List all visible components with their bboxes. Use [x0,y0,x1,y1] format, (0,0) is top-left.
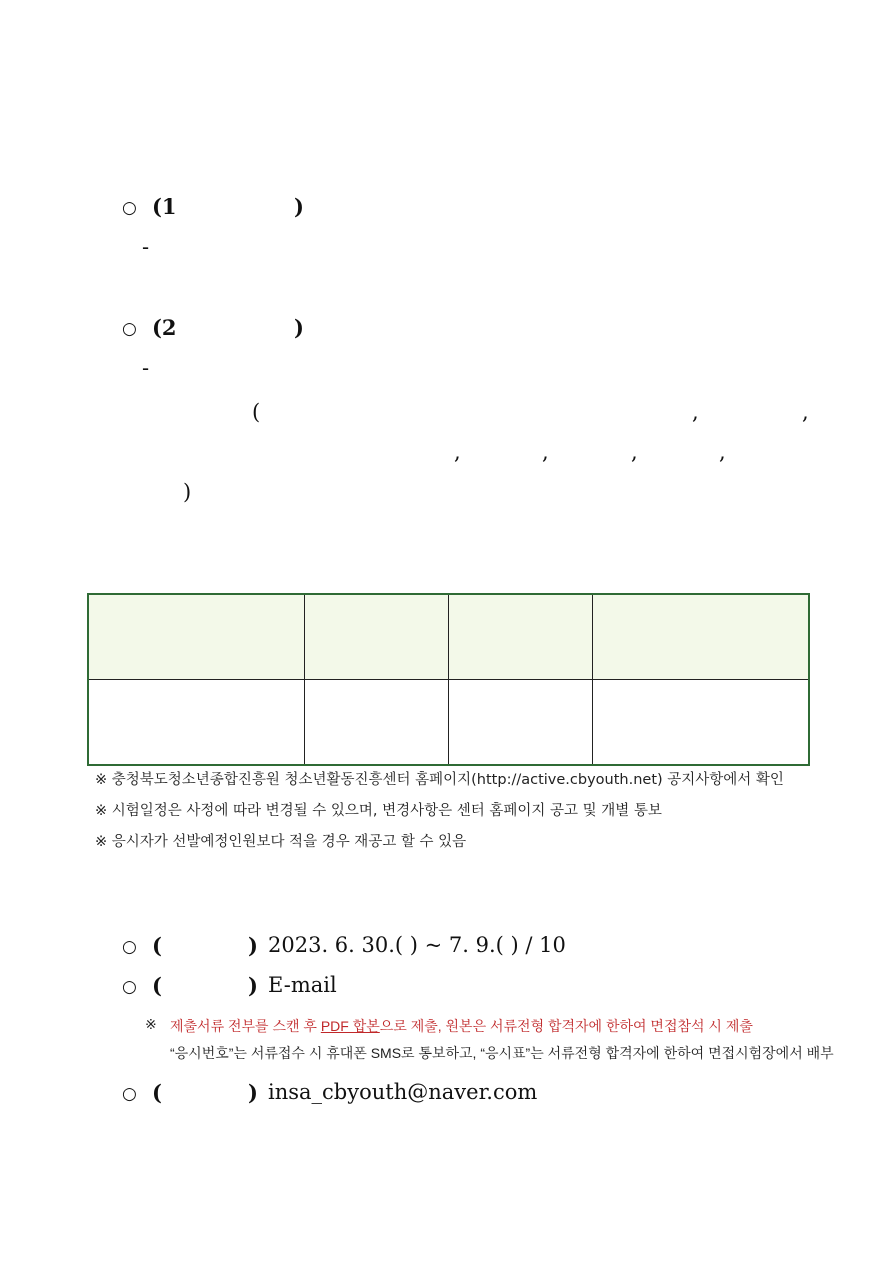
comma: , [631,440,638,464]
submission-note [170,1016,753,1036]
application-method: E-mail [268,973,337,997]
table-row [88,680,809,766]
note-line: ※ 응시자가 선발예정인원보다 적을 경우 재공고 할 수 있음 [95,834,467,850]
dash-2: - [142,356,150,380]
submission-note-post: 으로 제출, 원본은 서류전형 합격자에 한하여 면접참석 시 제출 [379,1018,753,1034]
comma: , [692,400,699,424]
application-period: 2023. 6. 30.( ) ~ 7. 9.( ) / 10 [268,933,566,957]
item2-open: (2 [152,315,177,340]
table-cell [304,594,448,680]
paren-open: ( [252,400,261,424]
submission-note-pre: 제출서류 전부를 스캔 후 [170,1018,321,1034]
item2-close: ) [294,315,304,340]
item1-open: (1 [152,194,177,219]
table-cell [304,680,448,766]
schedule-table [87,593,810,766]
exam-number-note: “응시번호”는 서류접수 시 휴대폰 SMS로 통보하고, “응시표”는 서류전형 합격자에 한하여 면접시험장에서 배부 [170,1045,834,1061]
dash-1: - [142,235,150,259]
pdf-merge-emphasis: PDF 합본 [320,1018,380,1034]
table-cell [593,680,809,766]
method-open: ( [152,973,162,998]
item1-close: ) [294,194,304,219]
comma: , [454,440,461,464]
table-cell [448,594,592,680]
bullet-icon: ○ [122,977,137,997]
comma: , [719,440,726,464]
bullet-icon: ○ [122,319,137,339]
table-cell [448,680,592,766]
table-cell [88,680,304,766]
comma: , [542,440,549,464]
period-open: ( [152,933,162,958]
note-mark: ※ [145,1016,157,1032]
bullet-icon: ○ [122,1084,137,1104]
table-cell [593,594,809,680]
note-line: ※ 시험일정은 사정에 따라 변경될 수 있으며, 변경사항은 센터 홈페이지 공고 및 개별 통보 [95,803,662,819]
period-close: ) [248,933,258,958]
submission-email: insa_cbyouth@naver.com [268,1080,538,1104]
paren-close: ) [183,480,192,504]
note-line: ※ 충청북도청소년종합진흥원 청소년활동진흥센터 홈페이지(http://active.cbyouth.net) 공지사항에서 확인 [95,772,784,788]
comma: , [802,400,809,424]
table-cell [88,594,304,680]
bullet-icon: ○ [122,198,137,218]
email-open: ( [152,1080,162,1105]
method-close: ) [248,973,258,998]
bullet-icon: ○ [122,937,137,957]
email-close: ) [248,1080,258,1105]
table-header-row [88,594,809,680]
